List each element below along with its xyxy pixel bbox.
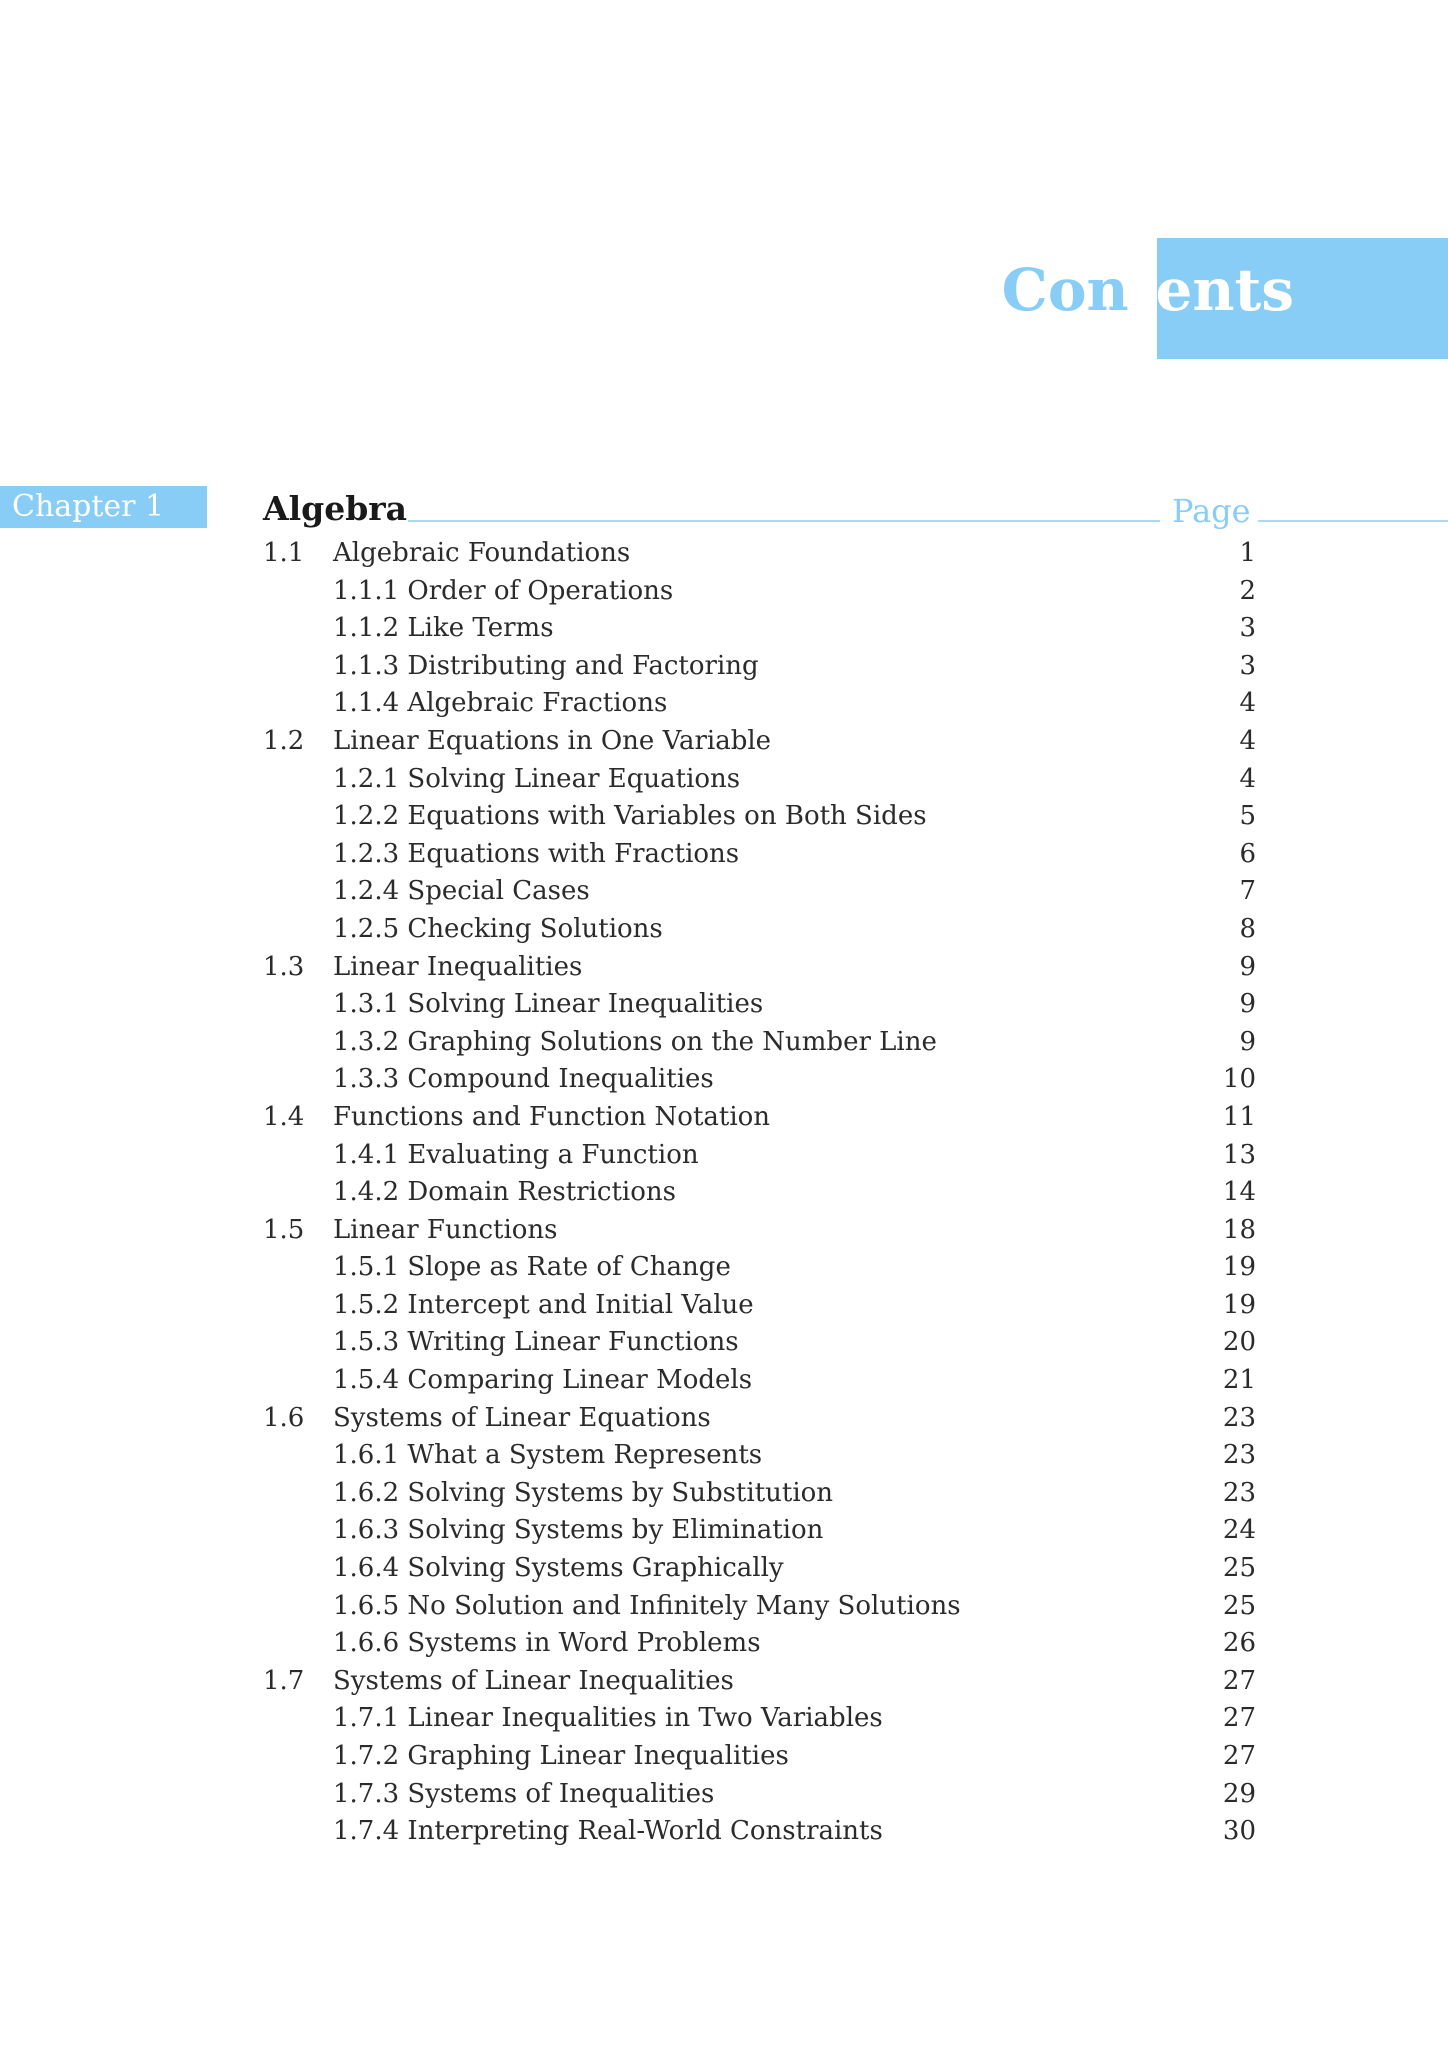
page-number: 3 xyxy=(1239,650,1256,681)
page-title-light-part: tents xyxy=(1128,256,1294,324)
toc-subsection-row[interactable] xyxy=(0,1249,1448,1287)
section-title: Systems of Linear Equations xyxy=(333,1402,711,1433)
subsection-title: 1.4.1 Evaluating a Function xyxy=(333,1139,699,1170)
section-number: 1.3 xyxy=(263,951,305,982)
page-number: 9 xyxy=(1239,951,1256,982)
section-number: 1.4 xyxy=(263,1101,305,1132)
toc-subsection-row[interactable] xyxy=(0,836,1448,874)
subsection-title: 1.6.2 Solving Systems by Substitution xyxy=(333,1477,834,1508)
page-number: 24 xyxy=(1222,1515,1256,1546)
page-number: 25 xyxy=(1222,1553,1256,1584)
toc-subsection-row[interactable] xyxy=(0,1174,1448,1212)
page-number: 27 xyxy=(1222,1741,1256,1771)
section-number: 1.6 xyxy=(263,1402,305,1433)
toc-subsection-row[interactable] xyxy=(0,1362,1448,1400)
toc-subsection-row[interactable] xyxy=(0,610,1448,648)
section-title: Linear Functions xyxy=(333,1214,558,1245)
toc-subsection-row[interactable] xyxy=(0,873,1448,911)
chapter-tag: Chapter 1 xyxy=(0,486,207,528)
toc-subsection-row[interactable] xyxy=(0,1137,1448,1175)
subsection-title: 1.5.4 Comparing Linear Models xyxy=(333,1365,753,1396)
toc-subsection-row[interactable] xyxy=(0,685,1448,723)
toc-subsection-row[interactable] xyxy=(0,1625,1448,1663)
section-number: 1.2 xyxy=(263,725,305,756)
subsection-title: 1.1.4 Algebraic Fractions xyxy=(333,688,668,719)
subsection-title: 1.2.1 Solving Linear Equations xyxy=(333,763,741,794)
subsection-title: 1.2.2 Equations with Variables on Both Sides xyxy=(333,801,927,832)
page-number: 29 xyxy=(1222,1778,1256,1809)
page-number: 9 xyxy=(1239,989,1256,1020)
page-number: 8 xyxy=(1239,913,1256,944)
toc-subsection-row[interactable] xyxy=(0,1437,1448,1475)
page-number: 20 xyxy=(1222,1327,1256,1358)
chapter-rule xyxy=(408,520,1160,522)
page-number: 4 xyxy=(1239,725,1256,756)
section-number: 1.5 xyxy=(263,1214,305,1245)
page-number: 26 xyxy=(1222,1628,1256,1659)
page-number: 1 xyxy=(1239,538,1256,568)
subsection-title: 1.3.1 Solving Linear Inequalities xyxy=(333,989,764,1020)
subsection-title: 1.1.1 Order of Operations xyxy=(333,575,674,606)
page-title xyxy=(1002,255,1294,325)
subsection-title: 1.6.1 What a System Represents xyxy=(333,1440,763,1471)
page-column-label: Page xyxy=(1172,492,1251,530)
toc-section-row[interactable] xyxy=(0,723,1448,761)
section-title: Functions and Function Notation xyxy=(333,1101,771,1132)
toc-section-row[interactable] xyxy=(0,1212,1448,1250)
subsection-title: 1.3.3 Compound Inequalities xyxy=(333,1064,714,1095)
page-number: 2 xyxy=(1239,575,1256,606)
toc-subsection-row[interactable] xyxy=(0,1588,1448,1626)
section-title: Algebraic Foundations xyxy=(333,538,631,568)
toc-subsection-row[interactable] xyxy=(0,798,1448,836)
subsection-title: 1.5.3 Writing Linear Functions xyxy=(333,1327,739,1358)
subsection-title: 1.1.3 Distributing and Factoring xyxy=(333,650,759,681)
toc-subsection-row[interactable] xyxy=(0,1475,1448,1513)
toc-section-row[interactable] xyxy=(0,1663,1448,1701)
toc-subsection-row[interactable] xyxy=(0,648,1448,686)
subsection-title: 1.5.2 Intercept and Initial Value xyxy=(333,1289,754,1320)
toc-subsection-row[interactable] xyxy=(0,573,1448,611)
subsection-title: 1.5.1 Slope as Rate of Change xyxy=(333,1252,731,1283)
page-number: 25 xyxy=(1222,1590,1256,1621)
subsection-title: 1.2.3 Equations with Fractions xyxy=(333,838,740,869)
toc-subsection-row[interactable] xyxy=(0,1700,1448,1738)
subsection-title: 1.4.2 Domain Restrictions xyxy=(333,1177,676,1208)
page-title-accent-part: Con xyxy=(1001,256,1129,324)
subsection-title: 1.6.5 No Solution and Infinitely Many Solutions xyxy=(333,1590,961,1621)
subsection-title: 1.7.1 Linear Inequalities in Two Variables xyxy=(333,1703,883,1734)
toc-subsection-row[interactable] xyxy=(0,1061,1448,1099)
page-number: 11 xyxy=(1222,1101,1256,1132)
page-number: 14 xyxy=(1222,1177,1256,1208)
subsection-title: 1.3.2 Graphing Solutions on the Number Line xyxy=(333,1026,937,1057)
page-number: 27 xyxy=(1222,1665,1256,1696)
toc-list xyxy=(0,535,1448,1851)
page-number: 9 xyxy=(1239,1026,1256,1057)
toc-section-row[interactable] xyxy=(0,1400,1448,1438)
toc-subsection-row[interactable] xyxy=(0,986,1448,1024)
page-number: 10 xyxy=(1222,1064,1256,1095)
subsection-title: 1.2.5 Checking Solutions xyxy=(333,913,663,944)
page-number: 23 xyxy=(1222,1477,1256,1508)
page-number: 21 xyxy=(1222,1365,1256,1396)
toc-subsection-row[interactable] xyxy=(0,1324,1448,1362)
page-number: 4 xyxy=(1239,763,1256,794)
subsection-title: 1.7.3 Systems of Inequalities xyxy=(333,1778,715,1809)
subsection-title: 1.6.3 Solving Systems by Elimination xyxy=(333,1515,824,1546)
toc-subsection-row[interactable] xyxy=(0,911,1448,949)
page-number: 30 xyxy=(1222,1816,1256,1847)
page-number: 3 xyxy=(1239,613,1256,644)
section-title: Systems of Linear Inequalities xyxy=(333,1665,734,1696)
toc-subsection-row[interactable] xyxy=(0,1776,1448,1814)
page-number: 13 xyxy=(1222,1139,1256,1170)
page-column-rule xyxy=(1258,520,1448,522)
toc-subsection-row[interactable] xyxy=(0,1550,1448,1588)
toc-section-row[interactable] xyxy=(0,535,1448,573)
toc-subsection-row[interactable] xyxy=(0,1738,1448,1776)
page-number: 5 xyxy=(1239,801,1256,832)
subsection-title: 1.7.4 Interpreting Real-World Constraints xyxy=(333,1816,883,1847)
page-number: 4 xyxy=(1239,688,1256,719)
page-number: 19 xyxy=(1222,1289,1256,1320)
toc-subsection-row[interactable] xyxy=(0,761,1448,799)
subsection-title: 1.2.4 Special Cases xyxy=(333,876,590,907)
toc-subsection-row[interactable] xyxy=(0,1287,1448,1325)
toc-section-row[interactable] xyxy=(0,949,1448,987)
subsection-title: 1.1.2 Like Terms xyxy=(333,613,554,644)
toc-section-row[interactable] xyxy=(0,1099,1448,1137)
page-number: 6 xyxy=(1239,838,1256,869)
chapter-title: Algebra xyxy=(263,489,408,528)
toc-subsection-row[interactable] xyxy=(0,1813,1448,1851)
page-number: 7 xyxy=(1239,876,1256,907)
section-title: Linear Equations in One Variable xyxy=(333,725,772,756)
page-number: 23 xyxy=(1222,1440,1256,1471)
page-number: 19 xyxy=(1222,1252,1256,1283)
subsection-title: 1.6.6 Systems in Word Problems xyxy=(333,1628,761,1659)
subsection-title: 1.6.4 Solving Systems Graphically xyxy=(333,1553,784,1584)
toc-subsection-row[interactable] xyxy=(0,1512,1448,1550)
page-number: 18 xyxy=(1222,1214,1256,1245)
subsection-title: 1.7.2 Graphing Linear Inequalities xyxy=(333,1741,789,1771)
page-number: 23 xyxy=(1222,1402,1256,1433)
page-number: 27 xyxy=(1222,1703,1256,1734)
section-number: 1.1 xyxy=(263,538,305,568)
toc-subsection-row[interactable] xyxy=(0,1024,1448,1062)
section-number: 1.7 xyxy=(263,1665,305,1696)
section-title: Linear Inequalities xyxy=(333,951,583,982)
